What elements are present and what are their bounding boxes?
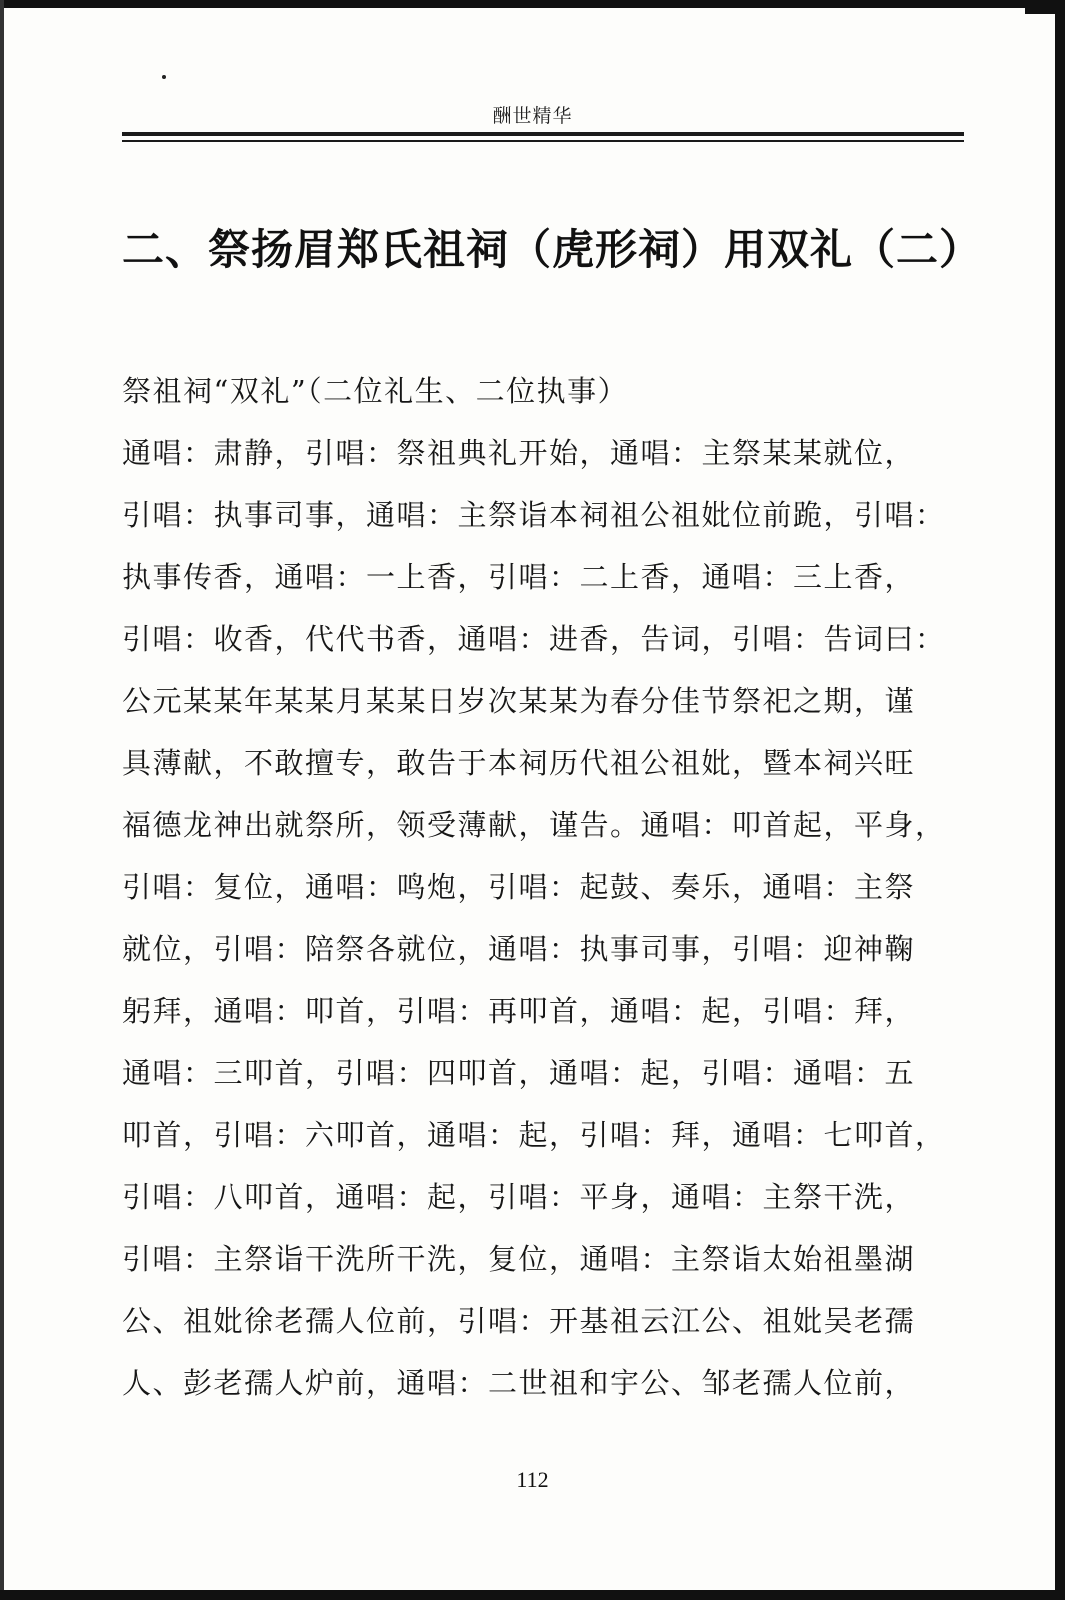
body-line: 人、彭老孺人炉前，通唱：二世祖和宇公、邹老孺人位前，	[122, 1366, 916, 1400]
body-line: 通唱：三叩首，引唱：四叩首，通唱：起，引唱：通唱：五	[122, 1056, 916, 1090]
body-line: 执事传香，通唱：一上香，引唱：二上香，通唱：三上香，	[122, 560, 916, 594]
scan-edge-bottom	[0, 1590, 1065, 1600]
scan-edge-notch	[1025, 0, 1055, 14]
body-line: 叩首，引唱：六叩首，通唱：起，引唱：拜，通唱：七叩首，	[122, 1118, 946, 1152]
body-line: 引唱：八叩首，通唱：起，引唱：平身，通唱：主祭干洗，	[122, 1180, 916, 1214]
body-line: 引唱：主祭诣干洗所干洗，复位，通唱：主祭诣太始祖墨湖	[122, 1242, 916, 1276]
body-line: 通唱：肃静，引唱：祭祖典礼开始，通唱：主祭某某就位，	[122, 436, 916, 470]
body-line: 引唱：收香，代代书香，通唱：进香，告词，引唱：告词曰：	[122, 622, 946, 656]
scan-edge-top	[0, 0, 1065, 8]
body-line: 公、祖妣徐老孺人位前，引唱：开基祖云江公、祖妣吴老孺	[122, 1304, 916, 1338]
body-line: 引唱：执事司事，通唱：主祭诣本祠祖公祖妣位前跪，引唱：	[122, 498, 946, 532]
body-line: 躬拜，通唱：叩首，引唱：再叩首，通唱：起，引唱：拜，	[122, 994, 916, 1028]
body-line: 具薄献，不敢擅专，敢告于本祠历代祖公祖妣，暨本祠兴旺	[122, 746, 916, 780]
chapter-title: 二、祭扬眉郑氏祖祠（虎形祠）用双礼（二）	[122, 225, 983, 274]
body-text	[122, 360, 964, 1414]
scan-edge-left	[0, 0, 4, 1600]
running-head: 酬世精华	[492, 105, 573, 127]
header-rule-thin	[122, 140, 964, 142]
body-line: 引唱：复位，通唱：鸣炮，引唱：起鼓、奏乐，通唱：主祭	[122, 870, 916, 904]
page-number: 112	[516, 1467, 549, 1492]
body-line-subtitle: 祭祖祠“双礼”（二位礼生、二位执事）	[122, 374, 629, 408]
body-line: 福德龙神出就祭所，领受薄献，谨告。通唱：叩首起，平身，	[122, 808, 946, 842]
scan-edge-right	[1055, 0, 1065, 1600]
header-rule-thick	[122, 132, 964, 136]
body-line: 就位，引唱：陪祭各就位，通唱：执事司事，引唱：迎神鞠	[122, 932, 916, 966]
body-line: 公元某某年某某月某某日岁次某某为春分佳节祭祀之期，谨	[122, 684, 916, 718]
scan-speck	[162, 75, 166, 79]
